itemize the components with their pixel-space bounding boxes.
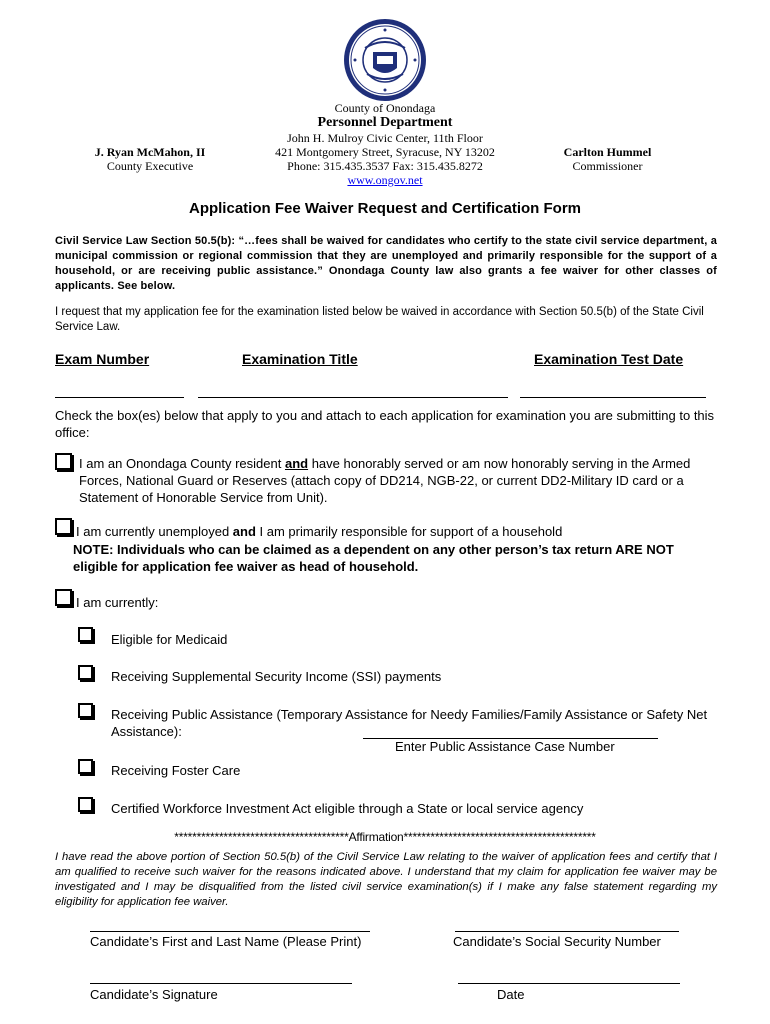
option-unemployed-and: and [232,524,256,539]
website-link[interactable]: www.ongov.net [347,173,423,187]
check-instructions: Check the box(es) below that apply to you and attach to each application for examination you are submitting to this office: [55,408,715,440]
medicaid-checkbox[interactable] [78,627,93,642]
date-label: Date [497,987,525,1002]
address-line2: 421 Montgomery Street, Syracuse, NY 13202 [275,145,495,159]
exam-date-field[interactable] [520,397,706,398]
exam-number-field[interactable] [55,397,184,398]
signature-field[interactable] [90,983,352,984]
currently-checkbox[interactable] [55,589,72,606]
ssn-field[interactable] [455,931,679,932]
wia-checkbox[interactable] [78,797,93,812]
form-title: Application Fee Waiver Request and Certification Form [188,200,581,217]
option-veteran-text [79,455,719,506]
exam-number-header: Exam Number [55,351,150,367]
foster-care-label: Receiving Foster Care [111,763,241,778]
option-unemployed-text [76,523,716,540]
affirmation-text: I have read the above portion of Section 50.5(b) of the Civil Service Law relating to the waiver of application fees and certify that I am qualified to receive such waiver for the reasons indicated above. I understand that my claim for application fee waiver may be investigated and I may be disqualified from the listed civil service examination(s) if I make any false statement regarding my eligibility for application fee waiver. [55,851,717,908]
exam-title-field[interactable] [198,397,508,398]
option-currently-text: I am currently: [76,595,159,610]
case-number-label: Enter Public Assistance Case Number [395,739,615,754]
address-line1: John H. Mulroy Civic Center, 11th Floor [287,131,483,145]
phone-fax: Phone: 315.435.3537 Fax: 315.435.8272 [287,159,483,173]
candidate-name-label: Candidate’s First and Last Name (Please Print) [90,934,362,949]
ssi-label: Receiving Supplemental Security Income (SSI) payments [111,669,442,684]
ssn-label: Candidate’s Social Security Number [453,934,661,949]
wia-label: Certified Workforce Investment Act eligible through a State or local service agency [111,801,584,816]
option-veteran-and: and [284,456,309,471]
signature-label: Candidate’s Signature [90,987,218,1002]
veteran-checkbox[interactable] [55,453,72,470]
foster-care-checkbox[interactable] [78,759,93,774]
commissioner-title: Commissioner [572,159,643,173]
candidate-name-field[interactable] [90,931,370,932]
county-executive-name: J. Ryan McMahon, II [94,145,206,159]
request-text: I request that my application fee for the examination listed below be waived in accordance with Section 50.5(b) of the State Civil Service Law. [55,306,704,333]
onondaga-county-seal [343,18,427,102]
unemployed-checkbox[interactable] [55,518,72,535]
ssi-checkbox[interactable] [78,665,93,680]
medicaid-label: Eligible for Medicaid [111,632,228,647]
date-field[interactable] [458,983,680,984]
county-executive-title: County Executive [106,159,194,173]
exam-date-header: Examination Test Date [534,351,684,367]
commissioner-name: Carlton Hummel [563,145,652,159]
county-name: County of Onondaga [334,101,436,115]
department-name: Personnel Department [317,115,453,130]
exam-title-header: Examination Title [242,351,358,367]
public-assistance-label: Receiving Public Assistance (Temporary Assistance for Needy Families/Family Assistance or Safety Net Assistance): [111,707,708,739]
option-unemployed-post: I am primarily responsible for support of a household [255,524,563,539]
option-unemployed-note: NOTE: Individuals who can be claimed as a dependent on any other person’s tax return ARE NOT eligible for application fee waiver as head of household. [73,542,674,574]
law-text: Civil Service Law Section 50.5(b): “…fees shall be waived for candidates who certify to the state civil service department, a municipal commission or regional commission that they are unemployed and primarily responsible for the support of a household, or are receiving public assistance.” Onondaga County law also grants a fee waiver for other classes of applicants. See below. [55,235,717,292]
option-unemployed-pre: I am currently unemployed [76,524,233,539]
option-veteran-pre: I am an Onondaga County resident [79,456,285,471]
option-veteran-post: have honorably served or am now honorably serving in the Armed Forces, National Guard or Reserves (attach copy of DD214, NGB-22, or current DD2-Military ID card or a Statement of Honorable Service from Unit). [79,456,691,505]
affirmation-header: ***************************************Affirmation******************************************* [174,830,596,844]
public-assistance-checkbox[interactable] [78,703,93,718]
